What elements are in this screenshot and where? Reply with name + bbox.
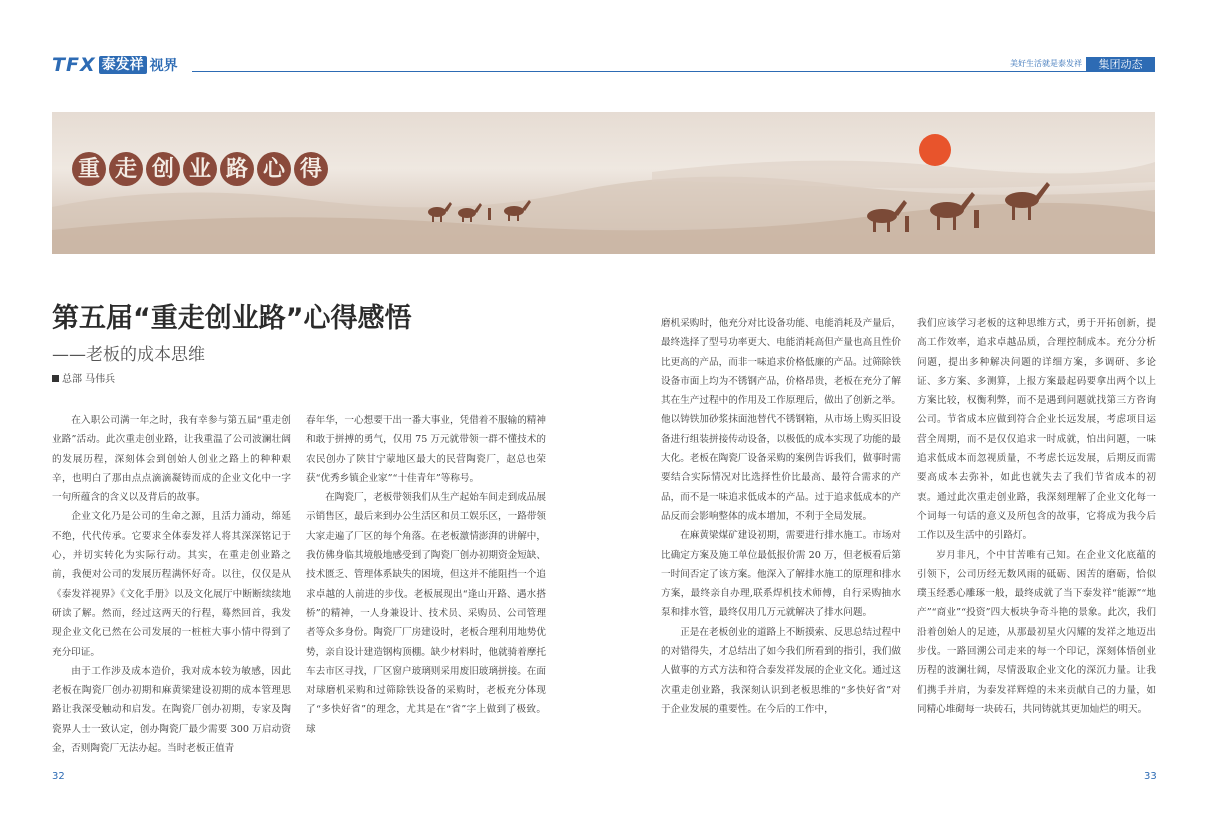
paragraph: 磨机采购时，他充分对比设备功能、电能消耗及产量后，最终选择了型号功率更大、电能消耗高但产量也高且性价比更高的产品，而非一味追求价格低廉的产品。过筛除铁设备市面上均为不锈钢产品，价格昂贵，老板在充分了解其在生产过程中的作用及工作原理后，做出了创新之举。他以铸铁加砂浆抹面池替代不锈钢箱，从市场上购买旧设备进行组装拼接传动设备，以极低的成本实现了功能的最大化。老板在陶瓷厂设备采购的案例告诉我们，做事时需要结合实际情况对比选择性价比最高、最符合需求的产品，而不是一味追求低成本的产品。过于追求低成本的产品反而会影响整体的成本增加，不利于全局发展。	[661, 318, 901, 522]
logo-vision: 视界	[149, 58, 178, 74]
paragraph: 正是在老板创业的道路上不断摸索、反思总结过程中的对错得失，才总结出了如今我们所看到的指引，我们做人做事的方式方法和符合泰发祥发展的企业文化。通过这次重走创业路，我深刻认识到老板思维的“多快好省”对于企业发展的重要性。在今后的工作中，	[661, 626, 901, 715]
sun-icon	[919, 134, 951, 166]
banner-char: 路	[220, 152, 254, 186]
text-column-3	[661, 314, 901, 719]
text-column-2	[306, 411, 546, 739]
banner-char: 创	[146, 152, 180, 186]
text-column-4	[917, 314, 1156, 719]
banner-char: 业	[183, 152, 217, 186]
banner-char: 重	[72, 152, 106, 186]
paragraph: 企业文化乃是公司的生命之源，且活力涌动，绵延不绝，代代传承。它要求全体泰发祥人将其深深铭记于心，并切实转化为实际行动。其实，在重走创业路之前，我便对公司的发展历程满怀好奇。以往，仅仅是从《泰发祥视界》《文化手册》以及文化展厅中断断续续地研读了解。然而，经过这两天的行程，蓦然回首，我发现企业文化已然在公司发展的一桩桩大事小情中得到了充分印证。	[52, 511, 291, 658]
banner-char: 得	[294, 152, 328, 186]
paragraph: 岁月非凡，个中甘苦唯有己知。在企业文化底蕴的引领下，公司历经无数风雨的砥砺、困苦的磨砺，恰似璞玉经悉心雕琢一般，最终成就了当下泰发祥“能源”“地产”“商业”“投资”四大板块争奇斗艳的景象。此次，我们沿着创始人的足迹，从那最初星火闪耀的发祥之地迈出步伐。一路回溯公司走来的每一个印记，深刻体悟创业历程的波澜壮阔，尽情汲取企业文化的深沉力量。让我们携手并肩，为泰发祥辉煌的未来贡献自己的力量，如同精心堆砌每一块砖石，共同铸就其更加灿烂的明天。	[917, 549, 1156, 715]
paragraph: 春年华，一心想要干出一番大事业，凭借着不服输的精神和敢于拼搏的勇气，仅用 75 万元就带领一群不懂技术的农民创办了陕甘宁蒙地区最大的民营陶瓷厂，赵总也荣获“优秀乡镇企业家”“十佳青年”等称号。	[306, 415, 546, 484]
banner-char: 心	[257, 152, 291, 186]
logo-tfx: TFX	[52, 54, 96, 76]
paragraph: 在陶瓷厂，老板带领我们从生产起始车间走到成品展示销售区，最后来到办公生活区和员工娱乐区，一路带领大家走遍了厂区的每个角落。在老板激情澎湃的讲解中，我仿佛身临其境般地感受到了陶瓷厂创办初期资金短缺、技术匮乏、管理体系缺失的困境，但这并不能阻挡一个追求卓越的人前进的步伐。老板展现出“逢山开路、遇水搭桥”的精神，一人身兼设计、技术员、采购员、公司管理者等众多身份。陶瓷厂厂房建设时，老板合理利用地势优势，亲自设计建造钢构顶棚。缺少材料时，他就骑着摩托车去市区寻找，厂区窗户玻璃则采用废旧玻璃拼接。在面对球磨机采购和过筛除铁设备的采购时，老板充分体现了“多快好省”的理念，尤其是在“省”字上做到了极致。球	[306, 492, 546, 735]
text-column-1	[52, 411, 291, 758]
section-tag: 集团动态	[1086, 57, 1155, 72]
header-slogan: 美好生活就是泰发祥	[1010, 59, 1082, 68]
article-subtitle: ——老板的成本思维	[52, 345, 205, 365]
page-number-right: 33	[1144, 771, 1157, 782]
header-divider	[192, 71, 1154, 72]
author-byline	[52, 370, 115, 385]
logo-brand: 泰发祥	[99, 56, 147, 74]
brand-logo	[52, 55, 178, 75]
banner-char: 走	[109, 152, 143, 186]
square-bullet-icon	[52, 375, 59, 382]
article-title: 第五届“重走创业路”心得感悟	[52, 303, 412, 334]
paragraph: 在入职公司满一年之时，我有幸参与第五届“重走创业路”活动。此次重走创业路，让我重温了公司波澜壮阔的发展历程，深刻体会到创始人创业之路上的种种艰辛，也明白了那由点点滴滴凝铸而成的企业文化中一字一句所蕴含的含义以及背后的故事。	[52, 415, 291, 504]
banner-image	[52, 112, 1155, 254]
paragraph: 我们应该学习老板的这种思维方式，勇于开拓创新，提高工作效率，追求卓越品质，合理控制成本。充分分析问题，提出多种解决问题的详细方案，多调研、多论证、多方案、多测算，上报方案最起码要拿出两个以上方案比较，权衡利弊，而不是遇到问题就找第三方咨询公司。节省成本应做到符合企业长远发展，考虑项目运营全周期，而不是仅仅追求一时成就，怕出问题，一味追求低成本而忽视质量，不考虑长远发展，后期反而需要高成本去弥补，如此也就失去了我们节省成本的初衷。通过此次重走创业路，我深刻理解了企业文化每一个词每一句话的意义及所包含的故事，它将成为我今后工作以及生活中的引路灯。	[917, 318, 1156, 542]
paragraph: 在麻黄梁煤矿建设初期，需要进行排水施工。市场对比确定方案及施工单位最低报价需 20 万，但老板看后第一时间否定了该方案。他深入了解排水施工的原理和排水方案，最终亲自办理,联系焊机技术师傅，自行采购抽水泵和排水管，最终仅用几万元就解决了排水问题。	[661, 530, 901, 619]
banner-title	[72, 152, 328, 186]
author-name: 总部 马伟兵	[62, 374, 116, 385]
page-number-left: 32	[52, 771, 65, 782]
paragraph: 由于工作涉及成本造价，我对成本较为敏感，因此老板在陶瓷厂创办初期和麻黄梁建设初期的成本管理思路让我深受触动和启发。在陶瓷厂创办初期，专家及陶瓷界人士一致认定，创办陶瓷厂最少需要 300 万启动资金，否则陶瓷厂无法办起。当时老板正值青	[52, 665, 291, 755]
